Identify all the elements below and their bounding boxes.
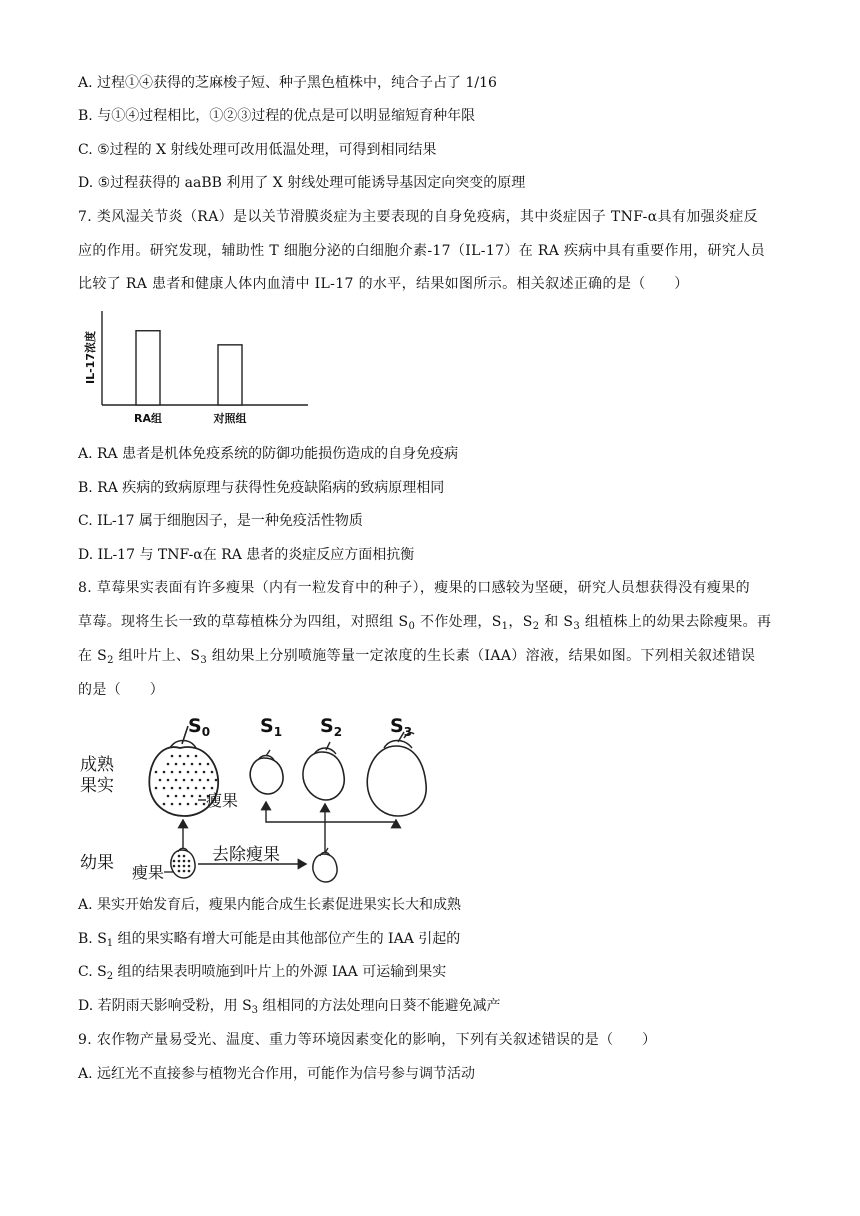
q9-stem: 9. 农作物产量易受光、温度、重力等环境因素变化的影响，下列有关叙述错误的是（ ）	[78, 1032, 657, 1048]
q8-option-b: B. $S_1$ 组的果实略有增大可能是由其他部位产生的 IAA 引起的	[78, 931, 461, 949]
q8-stem-line1: 8. 草莓果实表面有许多瘦果（内有一粒发育中的种子），瘦果的口感较为坚硬，研究人员想获得没有瘦果的	[78, 580, 750, 596]
bar-ra-group	[136, 331, 160, 405]
q6-option-b: B. 与①④过程相比，①②③过程的优点是可以明显缩短育种年限	[78, 108, 476, 124]
q8-option-a: A. 果实开始发育后，瘦果内能合成生长素促进果实长大和成熟	[78, 897, 462, 913]
y-axis-label: IL-17浓度	[84, 331, 97, 384]
q6-option-c: C. ⑤过程的 X 射线处理可改用低温处理，可得到相同结果	[78, 142, 437, 158]
group-label-s3: $S_3$	[390, 715, 413, 739]
strawberry-diagram	[78, 708, 458, 888]
strawberry-s2	[303, 742, 344, 800]
label-achene-bottom: 瘦果	[132, 863, 165, 882]
q6-option-a: A. 过程①④获得的芝麻梭子短、种子黑色植株中，纯合子占了 1/16	[78, 75, 497, 91]
q7-stem-line2: 应的作用。研究发现，辅助性 T 细胞分泌的白细胞介素-17（IL-17）在 RA 疾病中具有重要作用，研究人员	[78, 243, 765, 259]
q8-option-c: C. $S_2$ 组的结果表明喷施到叶片上的外源 IAA 可运输到果实	[78, 964, 447, 982]
group-label-s1: $S_1$	[260, 715, 283, 739]
group-label-s0: $S_0$	[188, 715, 211, 739]
strawberry-s3	[367, 732, 426, 816]
q7-stem-line3: 比较了 RA 患者和健康人体内血清中 IL-17 的水平，结果如图所示。相关叙述正确的是（ ）	[78, 276, 689, 292]
strawberry-young-removed	[313, 848, 337, 882]
group-label-s2: $S_2$	[320, 715, 343, 739]
q7-option-b: B. RA 疾病的致病原理与获得性免疫缺陷病的致病原理相同	[78, 480, 445, 496]
q7-option-a: A. RA 患者是机体免疫系统的防御功能损伤造成的自身免疫病	[78, 446, 459, 462]
label-young-fruit: 幼果	[80, 853, 114, 873]
strawberry-young-with-achenes	[171, 848, 195, 878]
label-remove-achenes: 去除瘦果	[212, 845, 280, 865]
q8-stem-line4: 的是（ ）	[78, 682, 165, 698]
q8-stem-line2: 草莓。现将生长一致的草莓植株分为四组，对照组 $S_0$ 不作处理，$S_1$，$S_2$ 和 $S_3$ 组植株上的幼果去除瘦果。再	[78, 614, 772, 632]
x-tick-label: RA组	[134, 412, 162, 425]
q7-stem-line1: 7. 类风湿关节炎（RA）是以关节滑膜炎症为主要表现的自身免疫病，其中炎症因子 TNF-α具有加强炎症反	[78, 209, 758, 225]
label-achene-top: 瘦果	[206, 791, 239, 810]
label-mature-fruit-2: 果实	[80, 776, 114, 796]
x-tick-label: 对照组	[213, 412, 247, 425]
q7-option-c: C. IL-17 属于细胞因子，是一种免疫活性物质	[78, 513, 363, 529]
il17-bar-chart	[78, 305, 318, 435]
q9-option-a: A. 远红光不直接参与植物光合作用，可能作为信号参与调节活动	[78, 1066, 476, 1082]
q7-option-d: D. IL-17 与 TNF-α在 RA 患者的炎症反应方面相抗衡	[78, 547, 415, 563]
q8-stem-line3: 在 $S_2$ 组叶片上、$S_3$ 组幼果上分别喷施等量一定浓度的生长素（IAA）溶液，结果如图。下列相关叙述错误	[78, 648, 756, 666]
strawberry-s1	[250, 750, 283, 794]
q8-option-d: D. 若阴雨天影响受粉，用 $S_3$ 组相同的方法处理向日葵不能避免减产	[78, 998, 501, 1016]
label-mature-fruit-1: 成熟	[80, 755, 114, 775]
q6-option-d: D. ⑤过程获得的 aaBB 利用了 X 射线处理可能诱导基因定向突变的原理	[78, 175, 526, 191]
bar-control-group	[218, 345, 242, 405]
